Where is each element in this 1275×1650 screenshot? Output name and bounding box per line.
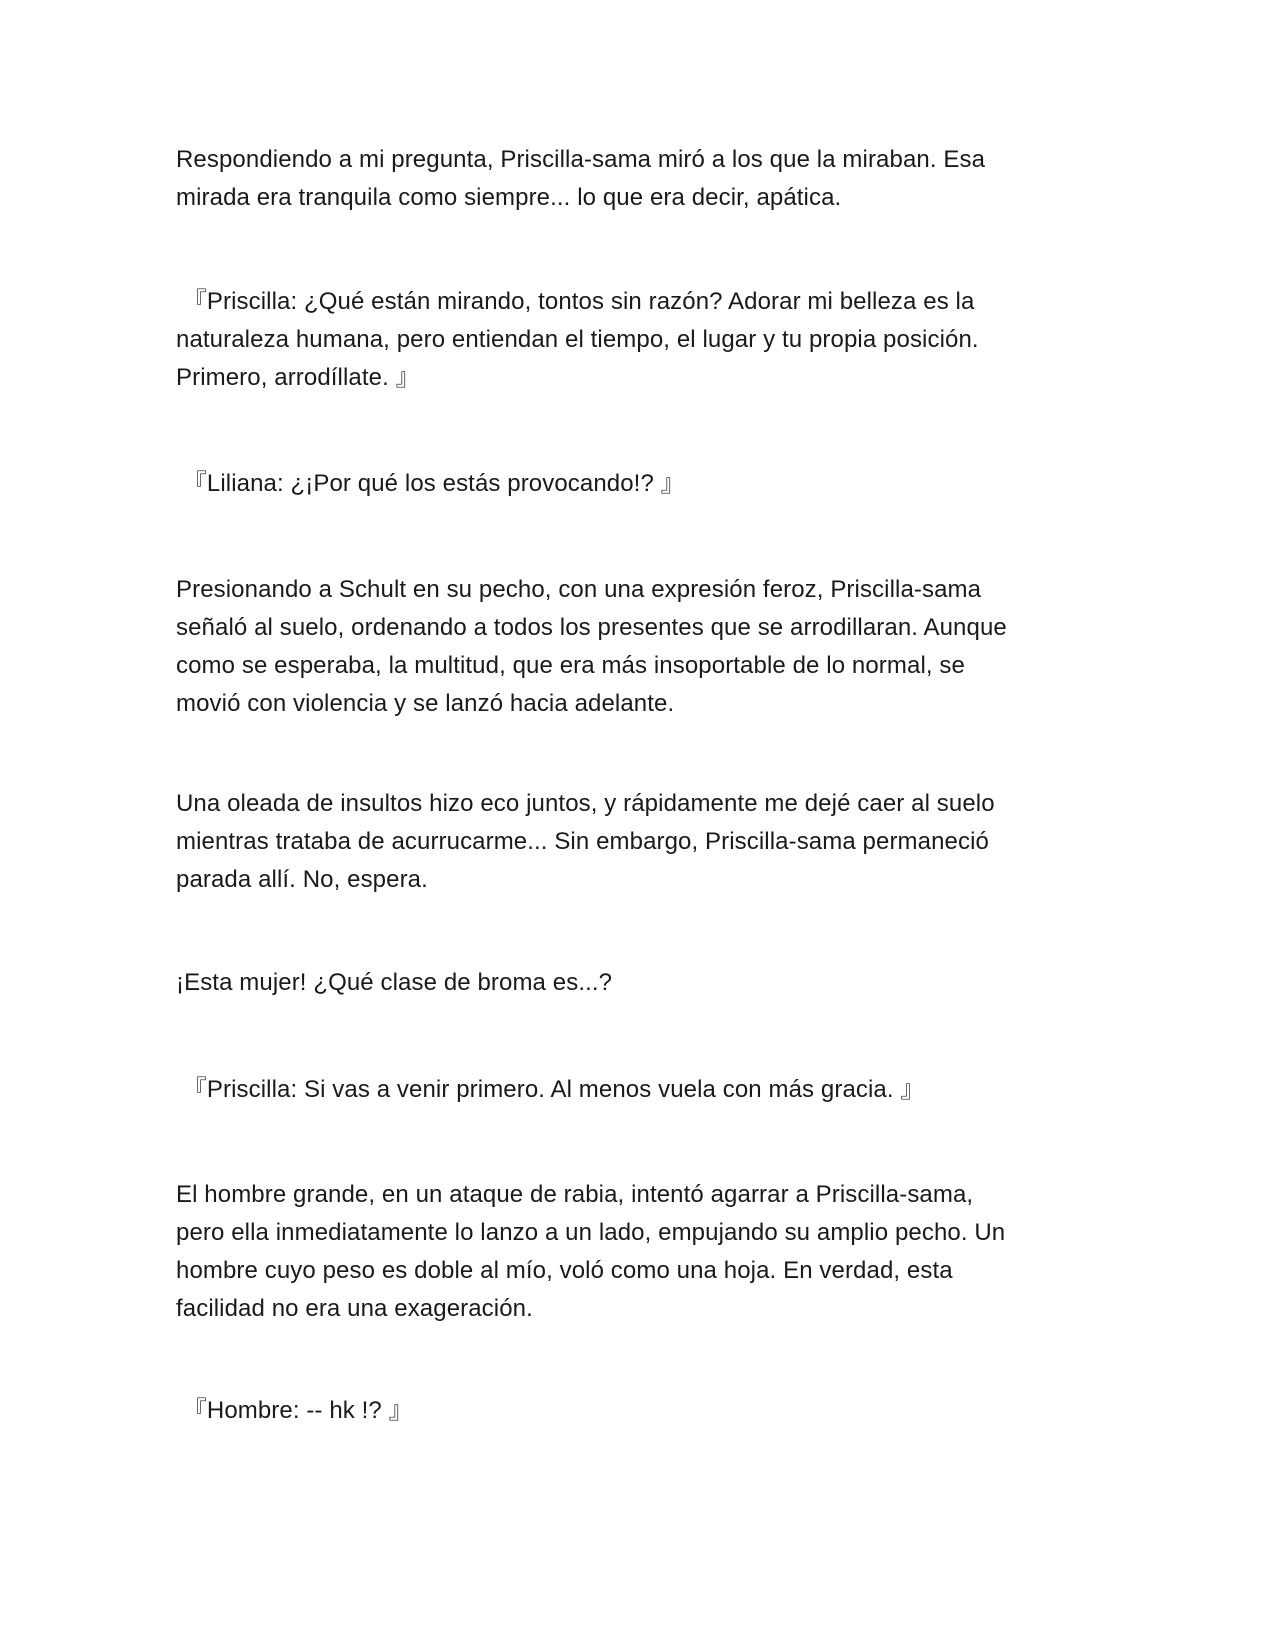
paragraph-narration-2: Presionando a Schult en su pecho, con una expresión feroz, Priscilla-sama señaló al suelo, ordenando a todos los presentes que se arrodillaran. Aunque como se esperaba, la multitud, que era más insoportable de lo normal, se movió con violencia y se lanzó hacia adelante.: [176, 576, 1007, 717]
paragraph-narration-5: El hombre grande, en un ataque de rabia, intentó agarrar a Priscilla-sama, pero ella inmediatamente lo lanzo a un lado, empujando su amplio pecho. Un hombre cuyo peso es doble al mío, voló como una hoja. En verdad, esta facilidad no era una exageración.: [176, 1181, 1006, 1322]
paragraph-narration-3: Una oleada de insultos hizo eco juntos, y rápidamente me dejé caer al suelo mientras trataba de acurrucarme... Sin embargo, Priscilla-sama permaneció parada allí. No, espera.: [176, 790, 995, 893]
paragraph-dialogue-hombre: 『Hombre: -- hk !? 』: [176, 1397, 413, 1424]
paragraph-dialogue-priscilla-2: 『Priscilla: Si vas a venir primero. Al menos vuela con más gracia. 』: [176, 1076, 925, 1103]
paragraph-narration-4: ¡Esta mujer! ¿Qué clase de broma es...?: [176, 969, 613, 996]
paragraph-narration-1: Respondiendo a mi pregunta, Priscilla-sama miró a los que la miraban. Esa mirada era tranquila como siempre... lo que era decir, apática.: [176, 146, 986, 211]
paragraph-dialogue-priscilla-1: 『Priscilla: ¿Qué están mirando, tontos sin razón? Adorar mi belleza es la naturaleza humana, pero entiendan el tiempo, el lugar y tu propia posición. Primero, arrodíllate. 』: [176, 288, 979, 391]
paragraph-dialogue-liliana: 『Liliana: ¿¡Por qué los estás provocando!? 』: [176, 470, 685, 497]
